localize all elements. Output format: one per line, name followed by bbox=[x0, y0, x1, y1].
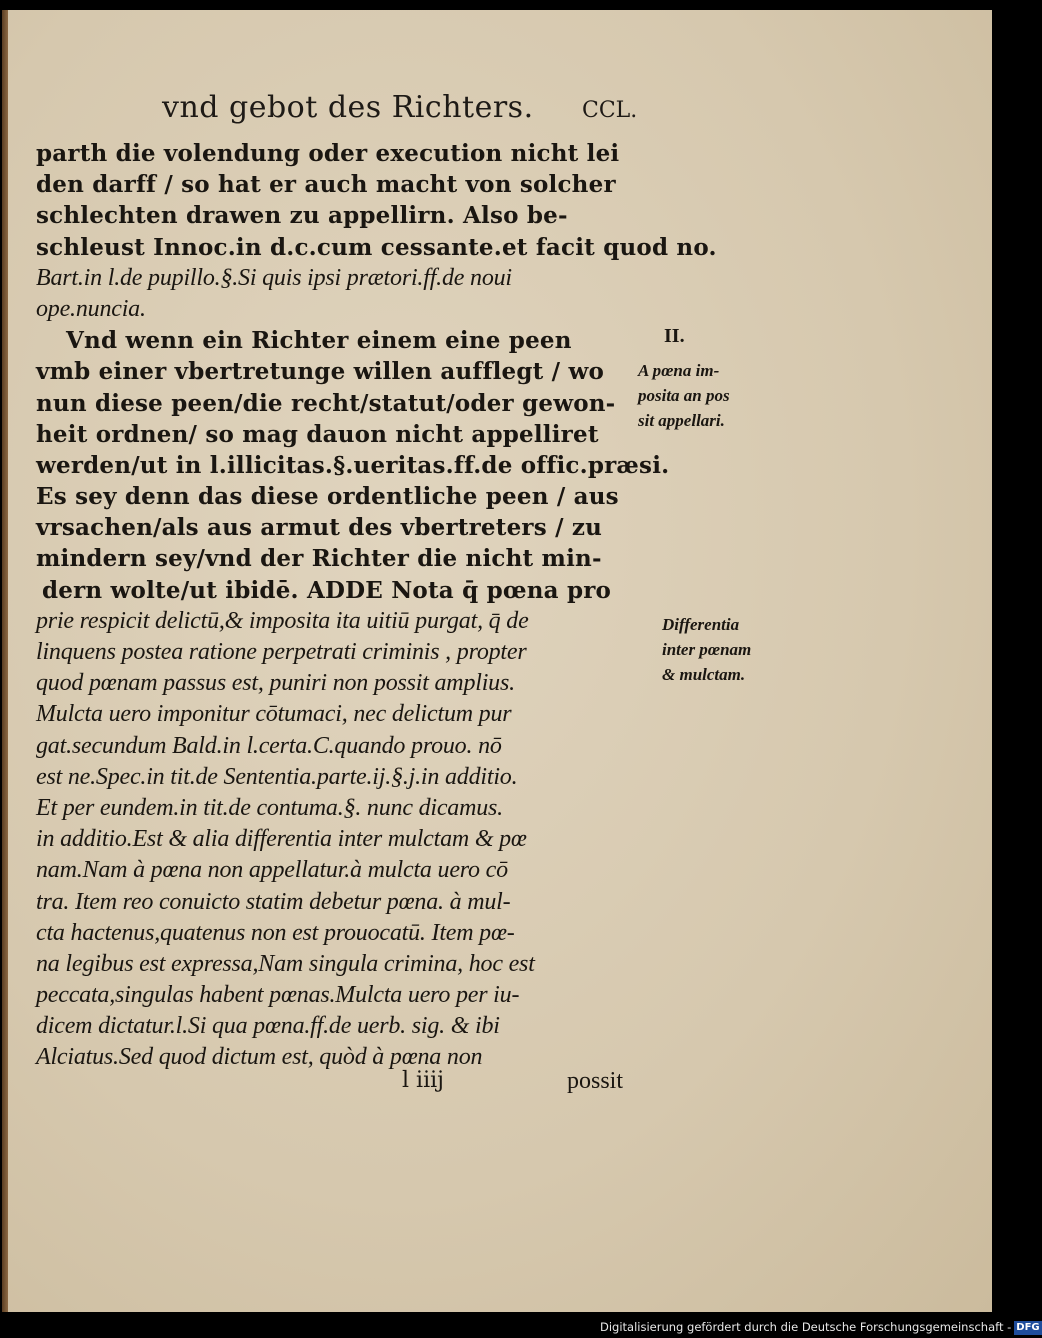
text-line: Es sey denn das diese ordentliche peen / aus bbox=[36, 483, 619, 511]
text-line: na legibus est expressa,Nam singula crimina, hoc est bbox=[36, 950, 535, 977]
running-head: vnd gebot des Richters. bbox=[162, 90, 534, 125]
text-line: est ne.Spec.in tit.de Sententia.parte.ij.§.j.in additio. bbox=[36, 763, 518, 790]
page-foot bbox=[402, 1068, 642, 1098]
text-line: nam.Nam à pœna non appellatur.à mulcta uero cō bbox=[36, 857, 508, 884]
text-line: in additio.Est & alia differentia inter mulctam & pœ bbox=[36, 826, 527, 853]
text-line: werden/ut in l.illicitas.§.ueritas.ff.de offic.præsi. bbox=[36, 451, 670, 479]
text-line: peccata,singulas habent pœnas.Mulcta uero per iu- bbox=[36, 982, 520, 1009]
text-line: mindern sey/vnd der Richter die nicht min- bbox=[36, 545, 602, 573]
text-line: tra. Item reo conuicto statim debetur pœna. à mul- bbox=[36, 888, 511, 915]
catchword: possit bbox=[567, 1068, 624, 1094]
text-line: parth die volendung oder execution nicht lei bbox=[36, 140, 620, 167]
text-line: linquens postea ratione perpetrati criminis , propter bbox=[36, 639, 527, 665]
text-line: nun diese peen/die recht/statut/oder gewon- bbox=[36, 389, 616, 417]
text-line: dern wolte/ut ibidē. ADDE Nota q̄ pœna pro bbox=[42, 576, 612, 604]
dfg-logo: DFG bbox=[1016, 1321, 1040, 1333]
book-page bbox=[2, 10, 992, 1312]
text-line: schlechten drawen zu appellirn. Also be- bbox=[36, 202, 568, 230]
margin-note-line: sit appellari. bbox=[638, 411, 725, 430]
text-line: quod pœnam passus est, puniri non possit amplius. bbox=[36, 670, 515, 697]
text-line: heit ordnen/ so mag dauon nicht appelliret bbox=[36, 420, 599, 448]
text-line: ope.nuncia. bbox=[36, 295, 146, 322]
margin-note-difference bbox=[662, 612, 751, 687]
margin-note-line: inter pœnam bbox=[662, 640, 752, 659]
credit-text: Digitalisierung gefördert durch die Deutsche Forschungsgemeinschaft - bbox=[600, 1320, 1012, 1334]
folio-number: CCL. bbox=[582, 98, 638, 123]
page-header bbox=[162, 90, 662, 134]
text-line: Et per eundem.in tit.de contuma.§. nunc dicamus. bbox=[36, 794, 503, 821]
margin-note-line: & mulctam. bbox=[662, 665, 746, 684]
text-line: Mulcta uero imponitur cōtumaci, nec delictum pur bbox=[36, 701, 512, 728]
text-line: schleust Innoc.in d.c.cum cessante.et facit quod no. bbox=[36, 233, 717, 261]
text-line: Alciatus.Sed quod dictum est, quòd à pœna non bbox=[36, 1044, 483, 1071]
digitization-credit bbox=[600, 1318, 1040, 1336]
text-line: dicem dictatur.l.Si qua pœna.ff.de uerb. sig. & ibi bbox=[36, 1013, 500, 1040]
margin-note-line: posita an pos bbox=[638, 386, 730, 405]
page-edge bbox=[2, 10, 8, 1312]
text-line: vmb einer vbertretunge willen aufflegt / wo bbox=[36, 358, 605, 386]
text-line: vrsachen/als aus armut des vbertreters / zu bbox=[36, 514, 603, 542]
text-line: cta hactenus,quatenus non est prouocatū. Item pœ- bbox=[36, 919, 515, 946]
margin-number: II. bbox=[664, 325, 685, 347]
text-line: Bart.in l.de pupillo.§.Si quis ipsi prætori.ff.de noui bbox=[36, 264, 512, 291]
text-line: prie respicit delictū,& imposita ita uitiū purgat, q̄ de bbox=[36, 607, 529, 634]
signature-mark: l iiij bbox=[402, 1068, 444, 1093]
margin-note-line: Differentia bbox=[662, 615, 740, 634]
text-line: den darff / so hat er auch macht von solcher bbox=[36, 171, 616, 199]
margin-note-appeal bbox=[638, 358, 730, 433]
margin-note-line: A pœna im- bbox=[638, 361, 720, 380]
text-line: gat.secundum Bald.in l.certa.C.quando prouo. nō bbox=[36, 732, 502, 759]
text-line: Vnd wenn ein Richter einem eine peen bbox=[66, 327, 572, 355]
